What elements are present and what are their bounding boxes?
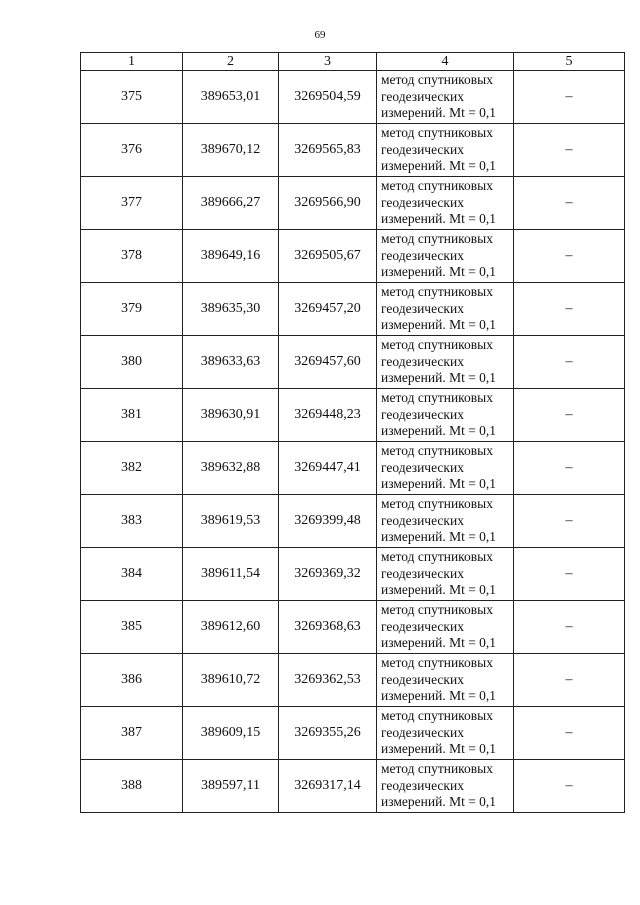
note-cell: – [514, 71, 625, 124]
table-row [81, 654, 625, 707]
page-number: 69 [314, 29, 326, 41]
header-row [81, 53, 625, 71]
header-col-1: 1 [81, 53, 183, 71]
y-coordinate-cell: 3269447,41 [279, 442, 377, 495]
point-number-cell: 378 [81, 230, 183, 283]
point-number-cell: 382 [81, 442, 183, 495]
table-row [81, 601, 625, 654]
method-cell: метод спутниковых геодезических измерений. Mt = 0,1 [377, 442, 514, 495]
y-coordinate-cell: 3269399,48 [279, 495, 377, 548]
note-cell: – [514, 654, 625, 707]
point-number-cell: 377 [81, 177, 183, 230]
x-coordinate-cell: 389612,60 [183, 601, 279, 654]
note-cell: – [514, 495, 625, 548]
note-cell: – [514, 124, 625, 177]
method-cell: метод спутниковых геодезических измерений. Mt = 0,1 [377, 124, 514, 177]
coordinates-table [80, 52, 625, 813]
point-number-cell: 386 [81, 654, 183, 707]
method-cell: метод спутниковых геодезических измерений. Mt = 0,1 [377, 389, 514, 442]
y-coordinate-cell: 3269504,59 [279, 71, 377, 124]
x-coordinate-cell: 389635,30 [183, 283, 279, 336]
x-coordinate-cell: 389653,01 [183, 71, 279, 124]
point-number-cell: 381 [81, 389, 183, 442]
method-cell: метод спутниковых геодезических измерений. Mt = 0,1 [377, 707, 514, 760]
note-cell: – [514, 601, 625, 654]
y-coordinate-cell: 3269362,53 [279, 654, 377, 707]
point-number-cell: 375 [81, 71, 183, 124]
y-coordinate-cell: 3269369,32 [279, 548, 377, 601]
x-coordinate-cell: 389611,54 [183, 548, 279, 601]
x-coordinate-cell: 389619,53 [183, 495, 279, 548]
table-row [81, 495, 625, 548]
note-cell: – [514, 707, 625, 760]
table-body [81, 71, 625, 813]
y-coordinate-cell: 3269505,67 [279, 230, 377, 283]
x-coordinate-cell: 389630,91 [183, 389, 279, 442]
x-coordinate-cell: 389610,72 [183, 654, 279, 707]
table-row [81, 124, 625, 177]
x-coordinate-cell: 389666,27 [183, 177, 279, 230]
note-cell: – [514, 442, 625, 495]
method-cell: метод спутниковых геодезических измерений. Mt = 0,1 [377, 71, 514, 124]
method-cell: метод спутниковых геодезических измерений. Mt = 0,1 [377, 177, 514, 230]
y-coordinate-cell: 3269368,63 [279, 601, 377, 654]
table-row [81, 71, 625, 124]
point-number-cell: 387 [81, 707, 183, 760]
x-coordinate-cell: 389670,12 [183, 124, 279, 177]
y-coordinate-cell: 3269457,60 [279, 336, 377, 389]
table-header [81, 53, 625, 71]
note-cell: – [514, 283, 625, 336]
table-row [81, 177, 625, 230]
method-cell: метод спутниковых геодезических измерений. Mt = 0,1 [377, 548, 514, 601]
x-coordinate-cell: 389633,63 [183, 336, 279, 389]
header-col-3: 3 [279, 53, 377, 71]
point-number-cell: 380 [81, 336, 183, 389]
note-cell: – [514, 177, 625, 230]
point-number-cell: 388 [81, 760, 183, 813]
note-cell: – [514, 389, 625, 442]
y-coordinate-cell: 3269317,14 [279, 760, 377, 813]
point-number-cell: 376 [81, 124, 183, 177]
point-number-cell: 383 [81, 495, 183, 548]
method-cell: метод спутниковых геодезических измерений. Mt = 0,1 [377, 654, 514, 707]
table-row [81, 336, 625, 389]
table-row [81, 389, 625, 442]
method-cell: метод спутниковых геодезических измерений. Mt = 0,1 [377, 230, 514, 283]
x-coordinate-cell: 389597,11 [183, 760, 279, 813]
note-cell: – [514, 336, 625, 389]
point-number-cell: 384 [81, 548, 183, 601]
table-row [81, 707, 625, 760]
table-row [81, 283, 625, 336]
header-col-2: 2 [183, 53, 279, 71]
method-cell: метод спутниковых геодезических измерений. Mt = 0,1 [377, 336, 514, 389]
method-cell: метод спутниковых геодезических измерений. Mt = 0,1 [377, 495, 514, 548]
y-coordinate-cell: 3269448,23 [279, 389, 377, 442]
table-row [81, 548, 625, 601]
table-row [81, 442, 625, 495]
note-cell: – [514, 548, 625, 601]
note-cell: – [514, 760, 625, 813]
point-number-cell: 379 [81, 283, 183, 336]
method-cell: метод спутниковых геодезических измерений. Mt = 0,1 [377, 760, 514, 813]
y-coordinate-cell: 3269566,90 [279, 177, 377, 230]
x-coordinate-cell: 389649,16 [183, 230, 279, 283]
point-number-cell: 385 [81, 601, 183, 654]
method-cell: метод спутниковых геодезических измерений. Mt = 0,1 [377, 601, 514, 654]
y-coordinate-cell: 3269457,20 [279, 283, 377, 336]
note-cell: – [514, 230, 625, 283]
table-row [81, 760, 625, 813]
x-coordinate-cell: 389632,88 [183, 442, 279, 495]
y-coordinate-cell: 3269565,83 [279, 124, 377, 177]
y-coordinate-cell: 3269355,26 [279, 707, 377, 760]
table-row [81, 230, 625, 283]
x-coordinate-cell: 389609,15 [183, 707, 279, 760]
method-cell: метод спутниковых геодезических измерений. Mt = 0,1 [377, 283, 514, 336]
header-col-5: 5 [514, 53, 625, 71]
header-col-4: 4 [377, 53, 514, 71]
